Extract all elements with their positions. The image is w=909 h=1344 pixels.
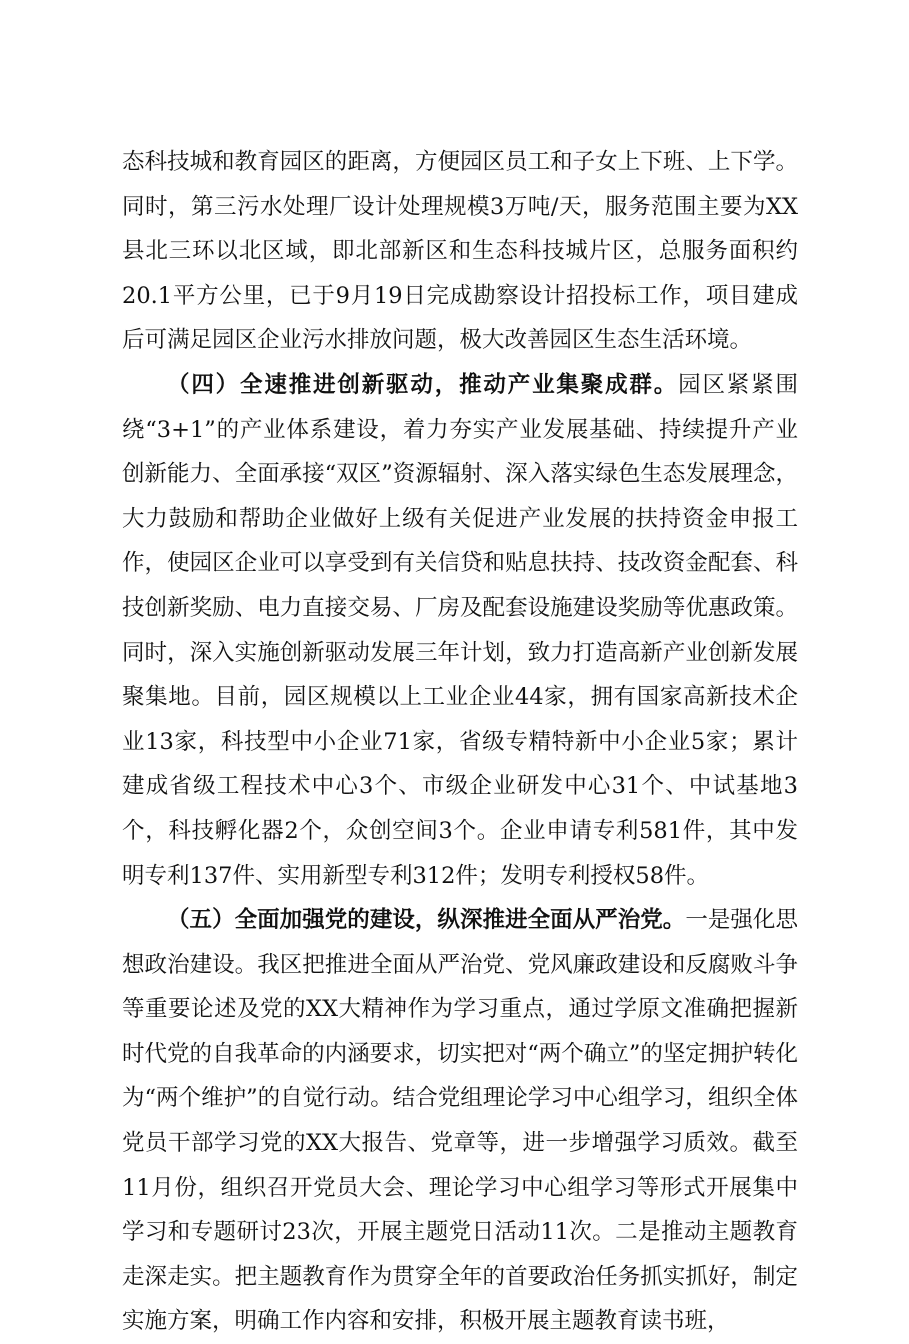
document-page [122, 140, 798, 1344]
paragraph-party-building [122, 898, 798, 1344]
paragraph-party-building-body: 一是强化思想政治建设。我区把推进全面从严治党、党风廉政建设和反腐败斗争等重要论述及党的XX大精神作为学习重点，通过学原文准确把握新时代党的自我革命的内涵要求，切实把对“两个确立”的坚定拥护转化为“两个维护”的自觉行动。结合党组理论学习中心组学习，组织全体党员干部学习党的XX大报告、党章等，进一步增强学习质效。截至11月份，组织召开党员大会、理论学习中心组学习等形式开展集中学习和专题研讨23次，开展主题党日活动11次。二是推动主题教育走深走实。把主题教育作为贯穿全年的首要政治任务抓实抓好，制定实施方案，明确工作内容和安排，积极开展主题教育读书班， [122, 907, 798, 1335]
section-heading-party-building: （五）全面加强党的建设，纵深推进全面从严治党。 [167, 907, 686, 934]
paragraph-innovation-body: 园区紧紧围绕“3+1”的产业体系建设，着力夯实产业发展基础、持续提升产业创新能力、全面承接“双区”资源辐射、深入落实绿色生态发展理念，大力鼓励和帮助企业做好上级有关促进产业发展的扶持资金申报工作，使园区企业可以享受到有关信贷和贴息扶持、技改资金配套、科技创新奖励、电力直接交易、厂房及配套设施建设奖励等优惠政策。同时，深入实施创新驱动发展三年计划，致力打造高新产业创新发展聚集地。目前，园区规模以上工业企业44家，拥有国家高新技术企业13家，科技型中小企业71家，省级专精特新中小企业5家；累计建成省级工程技术中心3个、市级企业研发中心31个、中试基地3个，科技孵化器2个，众创空间3个。企业申请专利581件，其中发明专利137件、实用新型专利312件；发明专利授权58件。 [122, 371, 798, 889]
section-heading-innovation: （四）全速推进创新驱动，推动产业集聚成群。 [167, 371, 679, 398]
paragraph-innovation [122, 363, 798, 898]
paragraph-park-environment: 态科技城和教育园区的距离，方便园区员工和子女上下班、上下学。同时，第三污水处理厂设计处理规模3万吨/天，服务范围主要为XX县北三环以北区域，即北部新区和生态科技城片区，总服务面积约20.1平方公里，已于9月19日完成勘察设计招投标工作，项目建成后可满足园区企业污水排放问题，极大改善园区生态生活环境。 [122, 149, 798, 354]
